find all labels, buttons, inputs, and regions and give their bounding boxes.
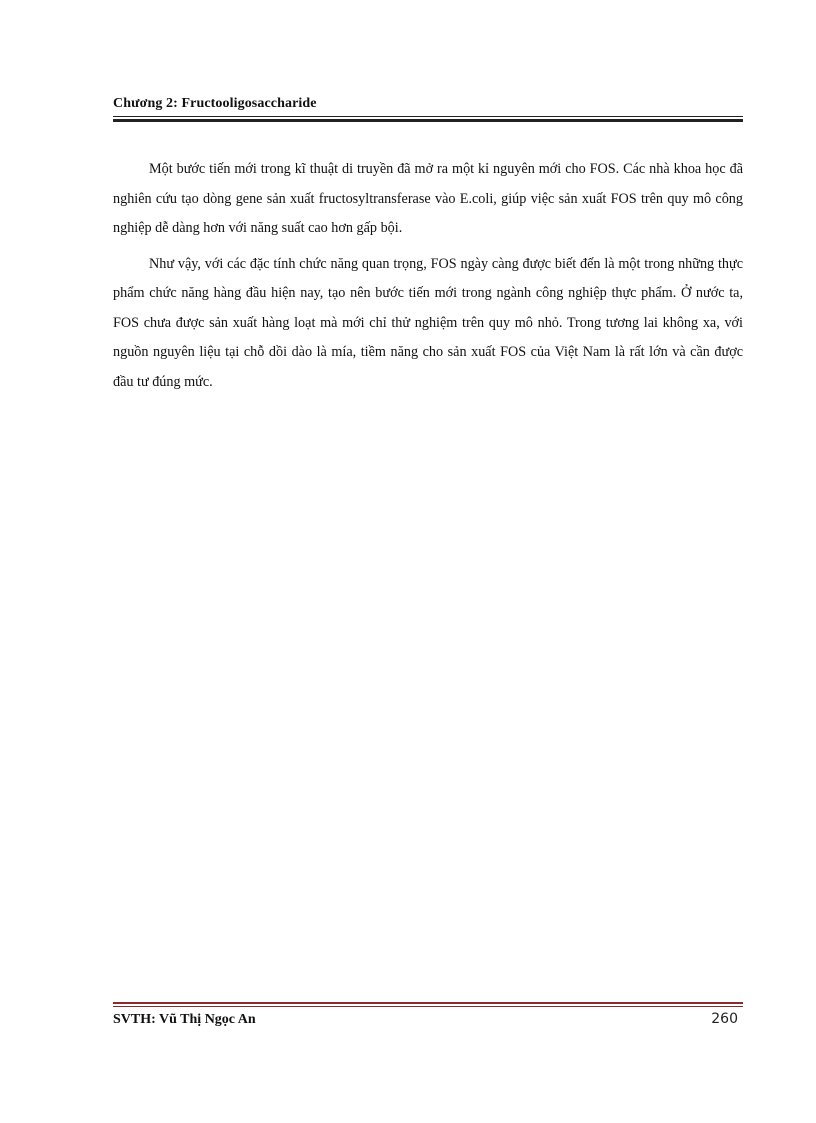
footer-author: SVTH: Vũ Thị Ngọc An bbox=[113, 1012, 256, 1027]
footer-divider bbox=[113, 1002, 743, 1007]
body-text bbox=[113, 155, 743, 403]
paragraph-2: Như vậy, với các đặc tính chức năng quan trọng, FOS ngày càng được biết đến là một trong những thực phẩm chức năng hàng đầu hiện nay, tạo nên bước tiến mới trong ngành công nghiệp thực phẩm. Ở nước ta, FOS chưa được sản xuất hàng loạt mà mới chỉ thử nghiệm trên quy mô nhỏ. Trong tương lai không xa, với nguồn nguyên liệu tại chỗ dồi dào là mía, tiềm năng cho sản xuất FOS của Việt Nam là rất lớn và cần được đầu tư đúng mức. bbox=[113, 255, 743, 390]
paragraph-1: Một bước tiến mới trong kĩ thuật di truyền đã mở ra một kỉ nguyên mới cho FOS. Các nhà khoa học đã nghiên cứu tạo dòng gene sản xuất fructosyltransferase vào E.coli, giúp việc sản xuất FOS trên quy mô công nghiệp dễ dàng hơn với năng suất cao hơn gấp bội. bbox=[113, 161, 743, 236]
page-number: 260 bbox=[711, 1011, 738, 1027]
chapter-title: Chương 2: Fructooligosaccharide bbox=[113, 96, 317, 111]
header-divider bbox=[113, 116, 743, 122]
